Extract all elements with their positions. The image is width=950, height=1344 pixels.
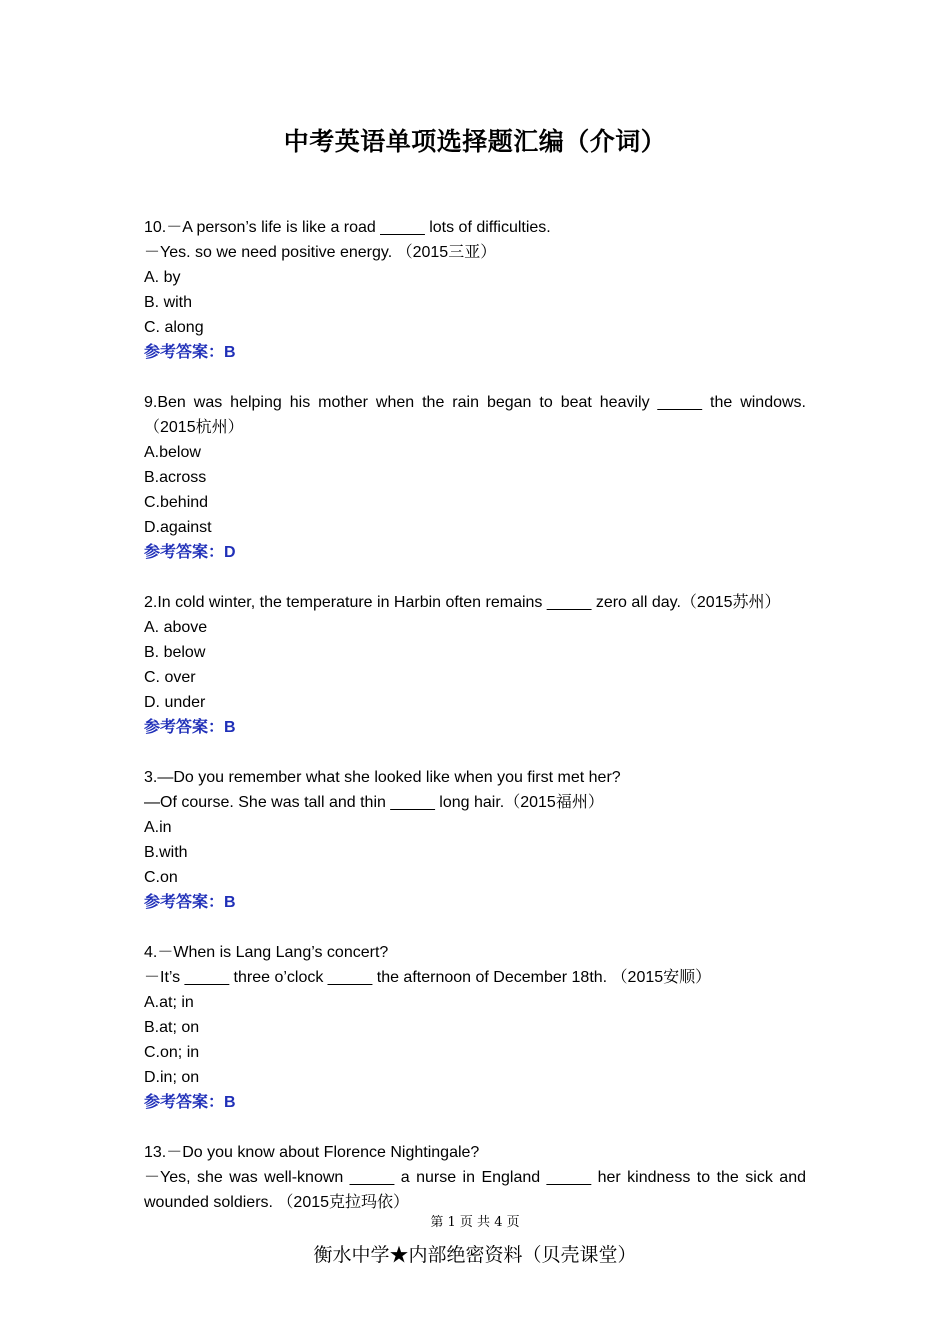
option: D. under: [144, 694, 206, 711]
option: A.at; in: [144, 994, 194, 1011]
option: B.at; on: [144, 1019, 200, 1036]
option: B. below: [144, 644, 206, 661]
question-block: [144, 590, 806, 740]
question-stem: －Yes, she was well-known _____ a nurse in England _____ her kindness to the sick and wounded soldiers. （2015克拉玛依）: [144, 1169, 806, 1211]
option: C. along: [144, 319, 204, 336]
option: C.on: [144, 869, 178, 886]
option: A.in: [144, 819, 172, 836]
page-footer: 衡水中学★内部绝密资料（贝壳课堂）: [313, 1244, 637, 1266]
question-stem: 13.－Do you know about Florence Nightingale?: [144, 1144, 480, 1161]
option: A. above: [144, 619, 208, 636]
option: A. by: [144, 269, 181, 286]
question-stem: 2.In cold winter, the temperature in Harbin often remains _____ zero all day.（2015苏州）: [144, 594, 781, 611]
question-stem: 4.－When is Lang Lang’s concert?: [144, 944, 389, 961]
question-list: [144, 215, 806, 1215]
question-block: [144, 765, 806, 915]
question-block: [144, 1140, 806, 1215]
reference-answer: 参考答案：B: [144, 719, 236, 736]
question-stem: －It’s _____ three o’clock _____ the afternoon of December 18th. （2015安顺）: [144, 969, 712, 986]
option: C.behind: [144, 494, 209, 511]
option: B.across: [144, 469, 207, 486]
reference-answer: 参考答案：D: [144, 544, 236, 561]
question-stem: 9.Ben was helping his mother when the rain began to beat heavily _____ the windows.（2015杭州）: [144, 394, 806, 436]
question-stem: 10.－A person’s life is like a road _____ lots of difficulties.: [144, 219, 551, 236]
reference-answer: 参考答案：B: [144, 894, 236, 911]
question-block: [144, 390, 806, 565]
option: D.against: [144, 519, 212, 536]
question-stem: 3.—Do you remember what she looked like when you first met her?: [144, 769, 621, 786]
option: B. with: [144, 294, 193, 311]
reference-answer: 参考答案：B: [144, 344, 236, 361]
page-title: 中考英语单项选择题汇编（介词）: [283, 127, 667, 156]
question-block: [144, 215, 806, 365]
page-number: 第 1 页 共 4 页: [430, 1215, 520, 1230]
question-block: [144, 940, 806, 1115]
question-stem: —Of course. She was tall and thin _____ long hair.（2015福州）: [144, 794, 604, 811]
reference-answer: 参考答案：B: [144, 1094, 236, 1111]
option: D.in; on: [144, 1069, 200, 1086]
question-stem: －Yes. so we need positive energy. （2015三亚）: [144, 244, 497, 261]
option: A.below: [144, 444, 201, 461]
option: C. over: [144, 669, 196, 686]
option: C.on; in: [144, 1044, 200, 1061]
option: B.with: [144, 844, 188, 861]
